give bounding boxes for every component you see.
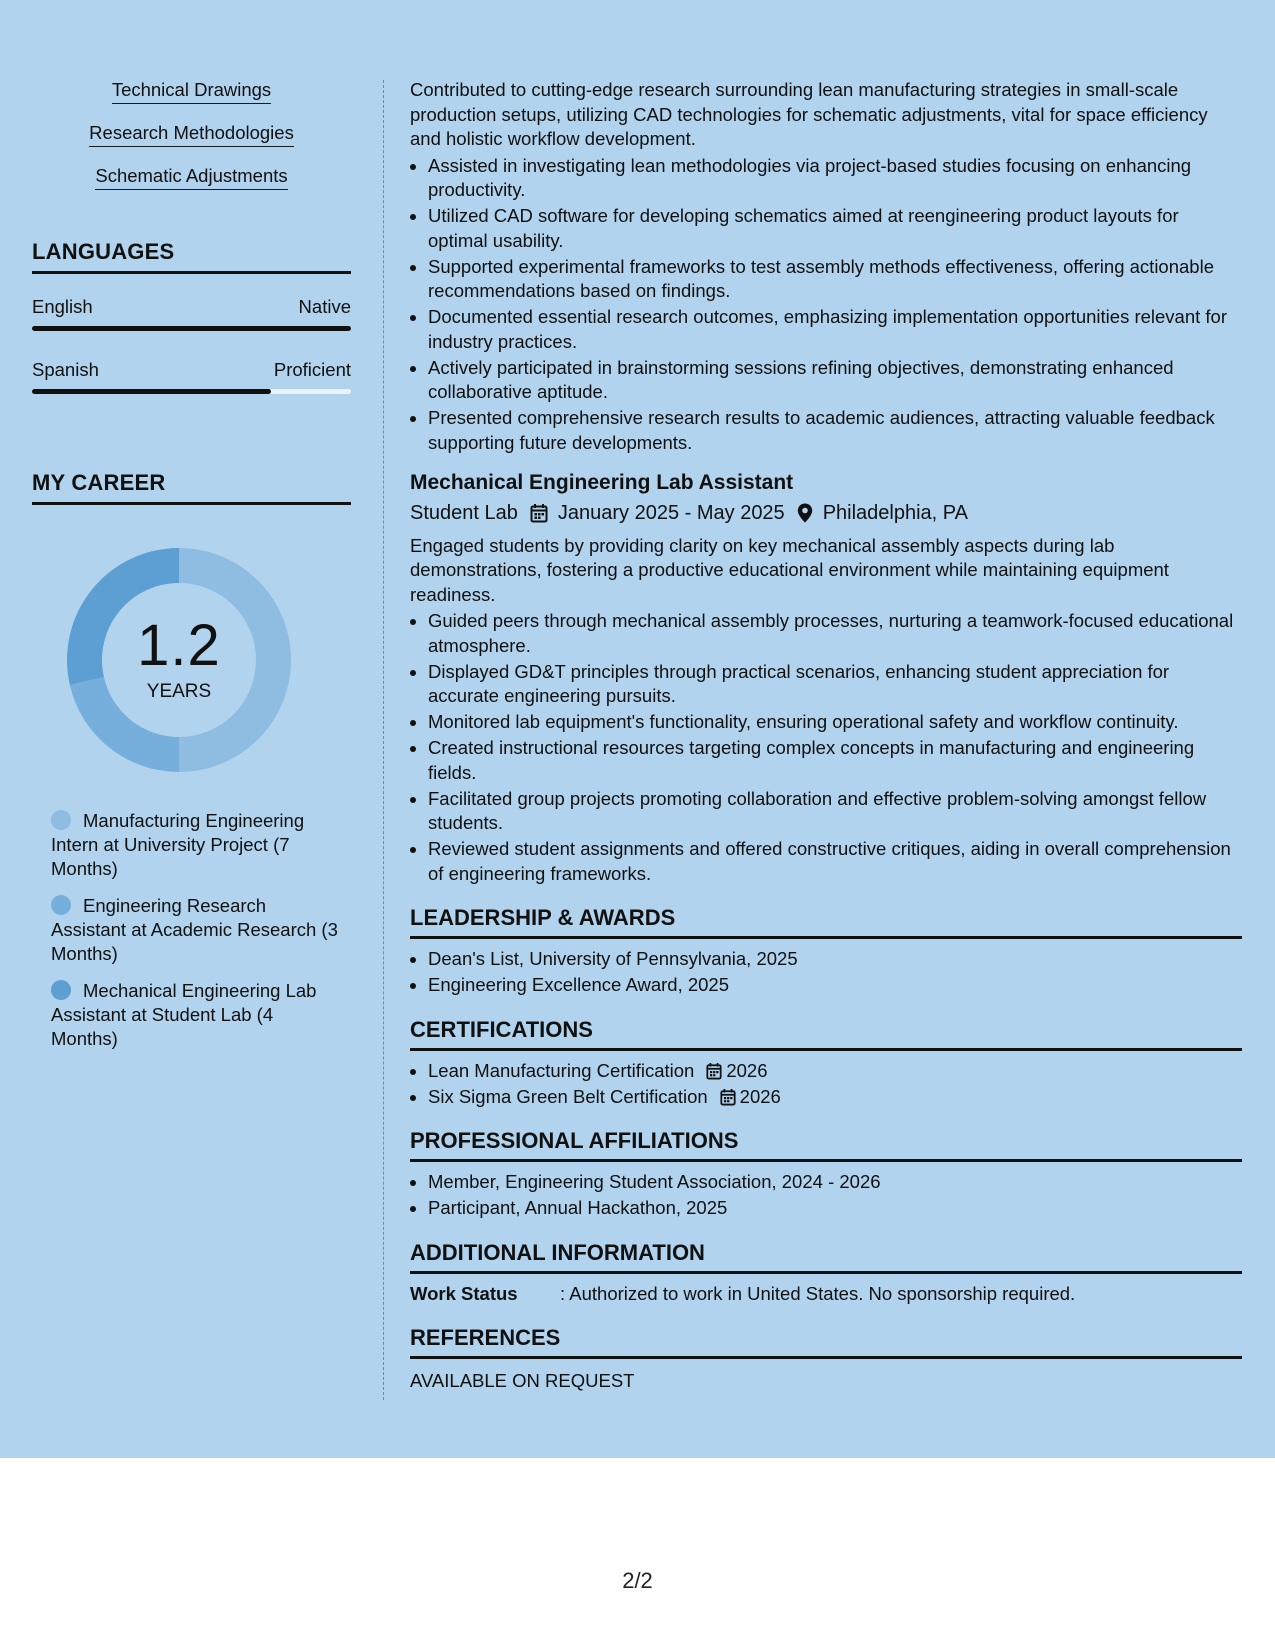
calendar-icon	[530, 503, 548, 523]
bullet-item: • Displayed GD&T principles through practical scenarios, enhancing student appreciation for accurate engineering pursuits.	[428, 660, 1242, 709]
bullet-item: • Created instructional resources targeting complex concepts in manufacturing and engineering fields.	[428, 736, 1242, 785]
certification-name: • Six Sigma Green Belt Certification	[428, 1085, 708, 1107]
certification-year: 2026	[739, 1085, 781, 1107]
affiliations-list	[410, 1170, 1242, 1221]
legend-dot	[51, 980, 71, 1000]
calendar-icon	[720, 1088, 736, 1106]
bullet-item: • Actively participated in brainstorming sessions refining objectives, demonstrating enhanced collaborative aptitude.	[428, 356, 1242, 405]
previous-job-summary: Contributed to cutting-edge research surrounding lean manufacturing strategies in small-scale production setups, utilizing CAD technologies for schematic adjustments, vital for space efficiency and holistic workflow development.	[410, 79, 1208, 149]
job-meta	[410, 501, 1242, 526]
language-level: Native	[298, 296, 351, 317]
certifications-list	[410, 1059, 1242, 1110]
calendar-icon	[706, 1062, 722, 1080]
column-divider	[383, 80, 384, 1400]
bullet-item: • Facilitated group projects promoting collaboration and effective problem-solving amongst fellow students.	[428, 787, 1242, 836]
job-dates: January 2025 - May 2025	[557, 502, 785, 524]
bullet-item: • Presented comprehensive research results to academic audiences, attracting valuable feedback supporting future developments.	[428, 406, 1242, 455]
job-summary: Engaged students by providing clarity on key mechanical assembly aspects during lab demonstrations, fostering a productive educational environment while maintaining equipment readiness.	[410, 534, 1169, 605]
career-total-value: 1.2	[137, 613, 221, 678]
language-item	[32, 359, 351, 394]
job-title: Mechanical Engineering Lab Assistant	[410, 471, 794, 494]
career-heading: MY CAREER	[32, 470, 351, 505]
affiliation-item: • Member, Engineering Student Association, 2024 - 2026	[428, 1170, 1242, 1195]
additional-info-heading: ADDITIONAL INFORMATION	[410, 1239, 1242, 1274]
career-donut-chart	[66, 547, 292, 773]
work-status-value: : Authorized to work in United States. No sponsorship required.	[560, 1282, 1076, 1304]
bullet-item: • Utilized CAD software for developing schematics aimed at reengineering product layouts for optimal usability.	[428, 204, 1242, 253]
job-bullets	[410, 609, 1242, 886]
page-number: 2/2	[622, 1568, 653, 1593]
certifications-heading: CERTIFICATIONS	[410, 1016, 1242, 1051]
donut-center	[66, 547, 292, 773]
language-name: Spanish	[32, 359, 99, 380]
affiliations-heading: PROFESSIONAL AFFILIATIONS	[410, 1127, 1242, 1162]
bullet-item: • Documented essential research outcomes, emphasizing implementation opportunities relevant for industry practices.	[428, 305, 1242, 354]
bullet-item: • Reviewed student assignments and offered constructive critiques, aiding in overall comprehension of engineering frameworks.	[428, 837, 1242, 886]
affiliation-item: • Participant, Annual Hackathon, 2025	[428, 1196, 1242, 1221]
certification-item	[428, 1085, 1242, 1110]
certification-name: • Lean Manufacturing Certification	[428, 1059, 695, 1081]
bullet-item: • Guided peers through mechanical assembly processes, nurturing a teamwork-focused educational atmosphere.	[428, 609, 1242, 658]
references-text: AVAILABLE ON REQUEST	[410, 1370, 635, 1391]
career-legend-item	[51, 979, 341, 1051]
career-legend	[51, 809, 341, 1051]
references-heading: REFERENCES	[410, 1324, 1242, 1359]
certification-item	[428, 1059, 1242, 1084]
bullet-item: • Supported experimental frameworks to test assembly methods effectiveness, offering actionable recommendations based on findings.	[428, 255, 1242, 304]
job-company: Student Lab	[410, 502, 518, 524]
awards-heading: LEADERSHIP & AWARDS	[410, 904, 1242, 939]
skill-tag: Technical Drawings	[112, 78, 271, 104]
language-level: Proficient	[273, 359, 351, 380]
career-legend-item	[51, 894, 341, 966]
award-item: • Engineering Excellence Award, 2025	[428, 973, 1242, 998]
awards-list	[410, 947, 1242, 998]
career-legend-label: Engineering Research Assistant at Academic Research (3 Months)	[51, 895, 338, 964]
job-location: Philadelphia, PA	[822, 502, 968, 524]
language-bar	[32, 389, 351, 394]
languages-heading: LANGUAGES	[32, 239, 351, 274]
language-item	[32, 296, 351, 331]
previous-job-bullets	[410, 154, 1242, 456]
skill-tag: Research Methodologies	[89, 121, 294, 147]
career-legend-label: Manufacturing Engineering Intern at University Project (7 Months)	[51, 810, 305, 879]
bullet-item: • Monitored lab equipment's functionality, ensuring operational safety and workflow continuity.	[428, 710, 1242, 735]
career-total-unit: YEARS	[146, 681, 212, 702]
bullet-item: • Assisted in investigating lean methodologies via project-based studies focusing on enhancing productivity.	[428, 154, 1242, 203]
certification-year: 2026	[726, 1059, 768, 1081]
legend-dot	[51, 810, 71, 830]
work-status-label: Work Status	[410, 1282, 518, 1304]
left-column	[32, 78, 351, 1064]
language-bar-fill	[32, 326, 351, 331]
map-pin-icon	[797, 503, 813, 523]
skill-tag: Schematic Adjustments	[95, 164, 287, 190]
language-bar	[32, 326, 351, 331]
skills-list	[32, 78, 351, 207]
work-status-row	[410, 1282, 1242, 1307]
language-name: English	[32, 296, 93, 317]
legend-dot	[51, 895, 71, 915]
language-bar-fill	[32, 389, 271, 394]
award-item: • Dean's List, University of Pennsylvania, 2025	[428, 947, 1242, 972]
career-legend-item	[51, 809, 341, 881]
career-legend-label: Mechanical Engineering Lab Assistant at Student Lab (4 Months)	[51, 980, 317, 1049]
right-column	[410, 78, 1242, 1394]
